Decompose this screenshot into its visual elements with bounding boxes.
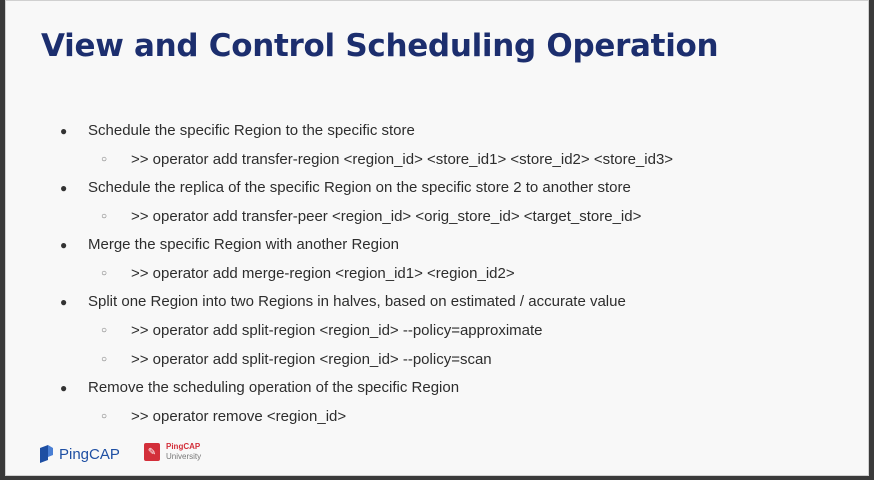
bullet-marker: ● — [60, 124, 68, 138]
sub-bullet-marker: ○ — [101, 411, 108, 422]
bullet-text: Schedule the replica of the specific Region on the specific store 2 to another store — [88, 179, 631, 196]
university-logo-line2: University — [166, 452, 202, 461]
command-text: >> operator add split-region <region_id> --policy=approximate — [131, 322, 543, 339]
pingcap-mark-icon — [40, 445, 53, 463]
university-logo-line1: PingCAP — [166, 442, 201, 451]
sub-bullet-marker: ○ — [101, 354, 108, 365]
command-text: >> operator add merge-region <region_id1> <region_id2> — [131, 265, 515, 282]
bullet-marker: ● — [60, 181, 68, 195]
bullet-text: Schedule the specific Region to the specific store — [88, 122, 415, 139]
bullet-marker: ● — [60, 381, 68, 395]
bullet-text: Remove the scheduling operation of the specific Region — [88, 379, 460, 396]
command-text: >> operator add transfer-region <region_id> <store_id1> <store_id2> <store_id3> — [131, 151, 674, 168]
pingcap-logo — [40, 445, 120, 463]
pingcap-university-icon: ✎ — [144, 443, 160, 461]
pingcap-university-logo — [144, 442, 201, 462]
sub-bullet-marker: ○ — [101, 154, 108, 165]
pingcap-logo-text: PingCAP — [59, 445, 120, 463]
sub-bullet-marker: ○ — [101, 268, 108, 279]
bullet-marker: ● — [60, 238, 68, 252]
bullet-text: Merge the specific Region with another Region — [88, 236, 400, 253]
sub-bullet-marker: ○ — [101, 325, 108, 336]
command-text: >> operator add split-region <region_id> --policy=scan — [131, 351, 492, 368]
command-text: >> operator remove <region_id> — [131, 408, 347, 425]
bullet-marker: ● — [60, 295, 68, 309]
sub-bullet-marker: ○ — [101, 211, 108, 222]
bullet-text: Split one Region into two Regions in halves, based on estimated / accurate value — [88, 293, 626, 310]
slide — [5, 0, 869, 476]
slide-title: View and Control Scheduling Operation — [41, 28, 719, 64]
command-text: >> operator add transfer-peer <region_id> <orig_store_id> <target_store_id> — [131, 208, 642, 225]
